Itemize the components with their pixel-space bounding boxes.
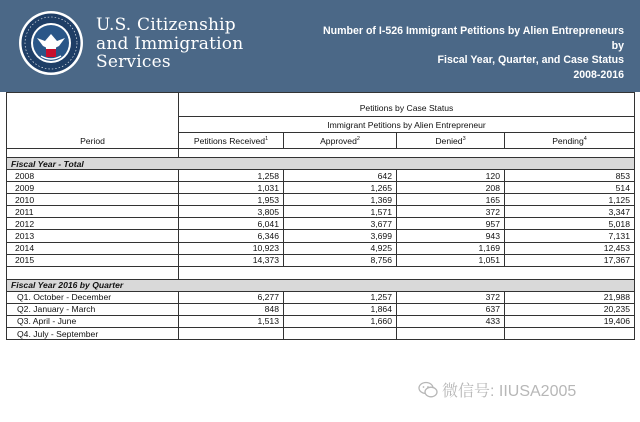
cell-pending: 21,988 — [505, 291, 635, 303]
cell-approved: 4,925 — [284, 242, 397, 254]
report-title-line-2: Fiscal Year, Quarter, and Case Status — [437, 54, 624, 66]
cell-period: 2013 — [7, 230, 179, 242]
cell-denied: 120 — [397, 170, 505, 182]
cell-pending: 17,367 — [505, 254, 635, 266]
petitions-table-container — [6, 92, 634, 378]
agency-line-1: U.S. Citizenship — [96, 15, 236, 35]
cell-denied: 637 — [397, 303, 505, 315]
cell-period: 2012 — [7, 218, 179, 230]
agency-name — [96, 16, 296, 72]
cell-denied: 1,051 — [397, 254, 505, 266]
group-header: Petitions by Case Status — [179, 93, 635, 117]
footnote-marker: 4 — [583, 135, 587, 142]
cell-approved: 1,265 — [284, 182, 397, 194]
period-header: Period — [7, 93, 179, 149]
table-row — [7, 328, 635, 340]
cell-period: 2014 — [7, 242, 179, 254]
cell-pending: 5,018 — [505, 218, 635, 230]
table-row — [7, 194, 635, 206]
cell-received: 1,513 — [179, 315, 284, 327]
cell-received: 14,373 — [179, 254, 284, 266]
table-row — [7, 206, 635, 218]
cell-received — [179, 328, 284, 340]
cell-denied: 165 — [397, 194, 505, 206]
cell-approved: 1,369 — [284, 194, 397, 206]
cell-period: 2009 — [7, 182, 179, 194]
cell-denied: 433 — [397, 315, 505, 327]
cell-period: Q2. January - March — [7, 303, 179, 315]
cell-pending: 20,235 — [505, 303, 635, 315]
cell-received: 6,346 — [179, 230, 284, 242]
cell-pending: 7,131 — [505, 230, 635, 242]
cell-pending: 1,125 — [505, 194, 635, 206]
cell-approved: 642 — [284, 170, 397, 182]
cell-denied — [397, 328, 505, 340]
spacer-row — [7, 266, 635, 279]
cell-period: Q1. October - December — [7, 291, 179, 303]
cell-approved: 1,864 — [284, 303, 397, 315]
sub-header: Immigrant Petitions by Alien Entrepreneur — [179, 117, 635, 133]
cell-received: 3,805 — [179, 206, 284, 218]
cell-approved: 3,677 — [284, 218, 397, 230]
cell-approved: 3,699 — [284, 230, 397, 242]
table-row — [7, 218, 635, 230]
watermark-text: 微信号: IIUSA2005 — [442, 383, 577, 400]
cell-received: 6,277 — [179, 291, 284, 303]
cell-pending — [505, 328, 635, 340]
cell-period: 2011 — [7, 206, 179, 218]
cell-period: 2008 — [7, 170, 179, 182]
column-header-label: Pending — [552, 135, 584, 146]
cell-pending: 3,347 — [505, 206, 635, 218]
cell-pending: 853 — [505, 170, 635, 182]
cell-received: 1,031 — [179, 182, 284, 194]
cell-received: 6,041 — [179, 218, 284, 230]
column-header-label: Denied — [435, 135, 463, 146]
cell-pending: 12,453 — [505, 242, 635, 254]
footnote-marker: 1 — [265, 135, 269, 142]
cell-received: 1,953 — [179, 194, 284, 206]
dhs-seal-icon — [18, 10, 84, 76]
cell-denied: 208 — [397, 182, 505, 194]
petitions-table — [6, 92, 635, 340]
table-row — [7, 170, 635, 182]
table-row — [7, 230, 635, 242]
cell-approved — [284, 328, 397, 340]
wechat-watermark — [418, 378, 576, 400]
cell-received: 848 — [179, 303, 284, 315]
cell-period: Q3. April - June — [7, 315, 179, 327]
cell-period: 2015 — [7, 254, 179, 266]
agency-line-3: Services — [96, 52, 171, 72]
column-header-petitions-received — [179, 133, 284, 149]
column-header-approved — [284, 133, 397, 149]
cell-denied: 372 — [397, 206, 505, 218]
section-fy2016-quarters — [7, 279, 635, 291]
cell-received: 10,923 — [179, 242, 284, 254]
footnote-marker: 2 — [356, 135, 360, 142]
section-label: Fiscal Year 2016 by Quarter — [7, 279, 635, 291]
cell-approved: 1,571 — [284, 206, 397, 218]
cell-approved: 1,660 — [284, 315, 397, 327]
table-row — [7, 291, 635, 303]
cell-pending: 19,406 — [505, 315, 635, 327]
cell-period: Q4. July - September — [7, 328, 179, 340]
cell-received: 1,258 — [179, 170, 284, 182]
cell-denied: 943 — [397, 230, 505, 242]
cell-period: 2010 — [7, 194, 179, 206]
table-row — [7, 242, 635, 254]
column-header-label: Petitions Received — [193, 135, 266, 146]
cell-denied: 1,169 — [397, 242, 505, 254]
section-fiscal-year-total — [7, 158, 635, 170]
table-row — [7, 182, 635, 194]
cell-approved: 1,257 — [284, 291, 397, 303]
report-header — [0, 0, 640, 92]
report-title — [314, 24, 624, 82]
column-header-label: Approved — [320, 135, 357, 146]
column-header-pending — [505, 133, 635, 149]
cell-pending: 514 — [505, 182, 635, 194]
section-label: Fiscal Year - Total — [7, 158, 635, 170]
footnote-marker: 3 — [462, 135, 466, 142]
table-row — [7, 303, 635, 315]
cell-approved: 8,756 — [284, 254, 397, 266]
report-title-line-1: Number of I-526 Immigrant Petitions by Alien Entrepreneurs by — [322, 25, 624, 52]
table-row — [7, 315, 635, 327]
cell-denied: 957 — [397, 218, 505, 230]
report-title-line-3: 2008-2016 — [573, 68, 624, 81]
wechat-icon — [418, 381, 438, 399]
column-header-denied — [397, 133, 505, 149]
cell-denied: 372 — [397, 291, 505, 303]
agency-line-2: and Immigration — [96, 33, 244, 54]
table-row — [7, 254, 635, 266]
